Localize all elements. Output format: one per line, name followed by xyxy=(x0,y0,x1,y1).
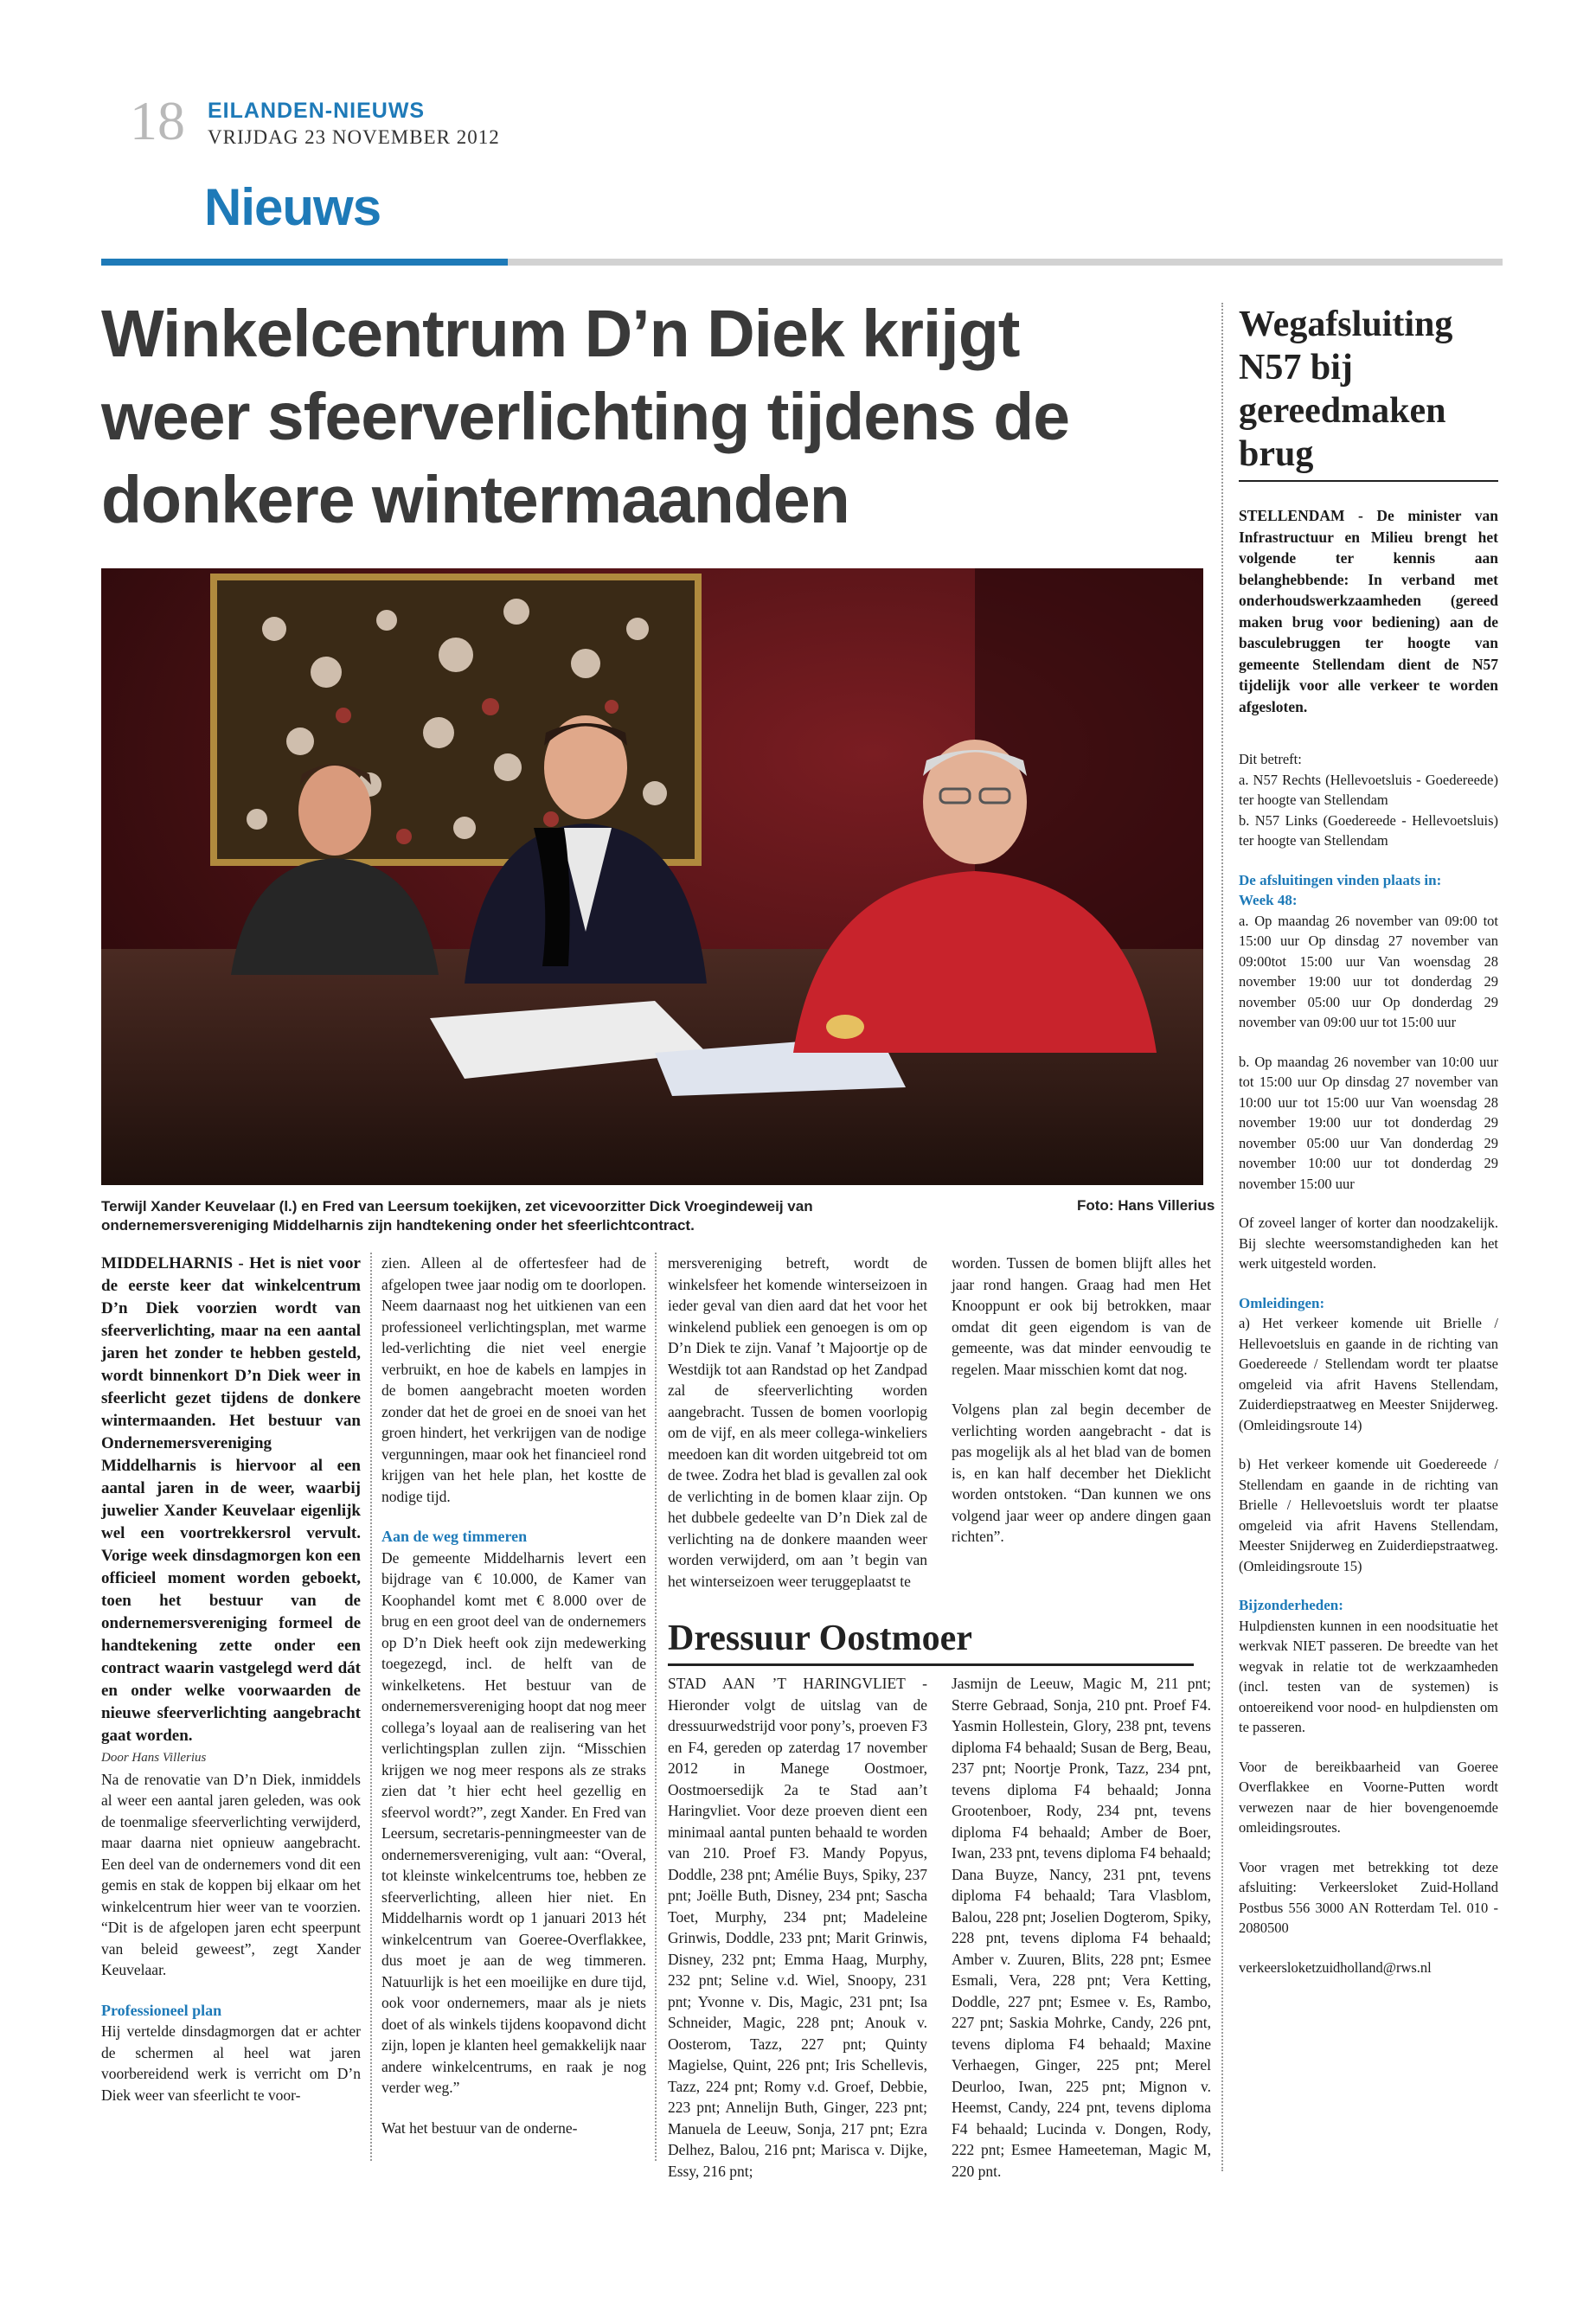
detour-heading: Omleidingen: xyxy=(1239,1294,1325,1311)
subheading: Professioneel plan xyxy=(101,2001,222,2019)
betreft-item: a. N57 Rechts (Hellevoetsluis - Goedereede) ter hoogte van Stellendam xyxy=(1239,771,1498,808)
schedule-b: b. Op maandag 26 november van 10:00 uur tot 15:00 uur Op dinsdag 27 november van 10:00 uur tot 15:00 uur Van woensdag 28 november 19:00 uur tot donderdag 29 november 05:00 uur Van donderdag 29 november 10:00 uur tot donderdag 29 november 15:00 uur xyxy=(1239,1053,1498,1192)
article-column-4 xyxy=(952,1253,1211,1548)
dressuur-title: Dressuur Oostmoer xyxy=(668,1618,972,1658)
detour-b: b) Het verkeer komende uit Goedereede / Stellendam en gaande in de richting van Brielle / Hellevoetsluis wordt ter plaatse omgeleid via afrit Havens Stellendam, Meester Snijderweg en Zuiderdiepstraatweg. (Omleidingsroute 15) xyxy=(1239,1456,1498,1574)
accessibility-text: Voor de bereikbaarheid van Goeree Overflakkee en Voorne-Putten wordt verwezen naar de hier bovengenoemde omleidingsroutes. xyxy=(1239,1758,1498,1836)
sidebar-body xyxy=(1239,749,1498,1977)
newspaper-name: EILANDEN-NIEUWS xyxy=(208,99,426,123)
details-heading: Bijzonderheden: xyxy=(1239,1597,1343,1613)
article-paragraph: worden. Tussen de bomen blijft alles het jaar rond hangen. Graag had men Het Knooppunt er ook bij betrokken, maar omdat dit geen eigendom is van de gemeente, was dat minder eenvoudig te regelen. Maar misschien komt dat nog. xyxy=(952,1254,1211,1378)
sidebar-title: Wegafsluiting N57 bij gereedmaken brug xyxy=(1239,304,1453,474)
details-text: Hulpdiensten kunnen in een noodsituatie het werkvak NIET passeren. De breedte van het wegvak in relatie tot de werkzaamheden (incl. testen van de systemen) is ontoereikend voor nood- en hulpdiensten om te passeren. xyxy=(1239,1617,1498,1735)
subheading: Aan de weg timmeren xyxy=(381,1528,528,1545)
article-paragraph: Volgens plan zal begin december de verlichting worden aangebracht - dat is pas mogelijk als al het blad van de bomen is, en kan half december het Dieklicht worden ontstoken. “Dan kunnen we ons volgend jaar weer op andere dingen gaan richten”. xyxy=(952,1400,1211,1545)
duration-note: Of zoveel langer of korter dan noodzakelijk. Bij slechte weersomstandigheden kan het werk uitgesteld worden. xyxy=(1239,1215,1498,1272)
article-column-3 xyxy=(668,1253,927,1592)
section-title: Nieuws xyxy=(204,178,381,236)
betreft-label: Dit betreft: xyxy=(1239,751,1302,767)
contact-text: Voor vragen met betrekking tot deze afsluiting: Verkeersloket Zuid-Holland Postbus 556 3000 AN Rotterdam Tel. 010 - 2080500 xyxy=(1239,1858,1498,1936)
photo-caption: Terwijl Xander Keuvelaar (l.) en Fred van Leersum toekijken, zet vicevoorzitter Dick Vroegindeweij van ondernemersvereniging Middelharnis zijn handtekening onder het sfeerlichtcontract. xyxy=(101,1198,813,1234)
article-paragraph: Na de renovatie van D’n Diek, inmiddels al weer een aantal jaren geleden, was ook de toenmalige sfeerverlichting verwijderd, maar daarna niet opnieuw aangebracht. Een deel van de ondernemers vond dit een gemis en stak de koppen bij elkaar om het winkelcentrum hier weer van te voorzien. “Dit is de afgelopen jaren echt speerpunt van beleid geweest”, zegt Xander Keuvelaar. xyxy=(101,1770,361,1978)
dressuur-column-2: Jasmijn de Leeuw, Magic M, 211 pnt; Sterre Gebraad, Sonja, 210 pnt. Proef F4. Yasmin Hollestein, Glory, 238 pnt, tevens diploma F4 behaald; Susan de Berg, Beau, 237 pnt; Noortje Pronk, Tazz, 234 pnt, tevens diploma F4 behaald; Jonna Grootenboer, Rody, 234 pnt, tevens diploma F4 behaald; Amber de Boer, Iwan, 233 pnt, tevens diploma F4 behaald; Dana Buyze, Nancy, 231 pnt, tevens diploma F4 behaald; Tara Vlasblom, Balou, 228 pnt; Joselien Dogterom, Spiky, 228 pnt, tevens diploma F4 behaald; Amber v. Zuuren, Blits, 228 pnt; Esmee Esmali, Vera, 228 pnt; Vera Ketting, Doddle, 227 pnt; Esmee v. Es, Rambo, 227 pnt; Saskia Mohrke, Candy, 226 pnt, tevens diploma F4 behaald; Maxine Verhaegen, Ginger, 225 pnt; Merel Deurloo, Iwan, 225 pnt; Mignon v. Heemst, Candy, 224 pnt, tevens diploma F4 behaald; Lucinda v. Dongen, Rody, 222 pnt; Esmee Hameeteman, Magic M, 220 pnt. xyxy=(952,1675,1211,2180)
contact-email: verkeersloketzuidholland@rws.nl xyxy=(1239,1958,1432,1976)
photo-credit: Foto: Hans Villerius xyxy=(1077,1197,1215,1214)
schedule-a: a. Op maandag 26 november van 09:00 tot 15:00 uur Op dinsdag 27 november van 09:00tot 15:00 uur Van woensdag 28 november 19:00 uur tot donderdag 29 november 05:00 uur Op donderdag 29 november van 09:00 uur tot 15:00 uur xyxy=(1239,912,1498,1030)
column-divider xyxy=(370,1253,372,2161)
sidebar-rule xyxy=(1239,480,1498,482)
column-divider xyxy=(655,1253,657,2161)
photo-illustration xyxy=(101,568,1203,1185)
article-paragraph: Hij vertelde dinsdagmorgen dat er achter de schermen al heel wat jaren voorbereidend werk is verricht om D’n Diek weer van sfeerlicht te voor- xyxy=(101,2022,361,2104)
article-paragraph: mersvereniging betreft, wordt de winkelsfeer het komende winterseizoen in ieder geval van dien aard dat het voor het winkelend publiek een genoegen is om op D’n Diek te zijn. Vanaf ’t Majoortje op de Westdijk tot aan Randstad op het Zandpad zal de sfeerverlichting worden aangebracht. Tussen de bomen voorlopig om de vijf, en als meer collega-winkeliers meedoen kan dit worden uitgebreid tot om de twee. Zodra het blad is gevallen zal ook de verlichting in de bomen klaar zijn. Op het dubbele gedeelte van D’n Diek zal de verlichting na de donkere maanden weer worden verwijderd, om aan ’t begin van het winterseizoen weer teruggeplaatst te xyxy=(668,1254,927,1590)
sidebar-divider xyxy=(1221,303,1223,2171)
article-paragraph: zien. Alleen al de offertesfeer had de afgelopen twee jaar nodig om te doorlopen. Neem daarnaast nog het uitkienen van een professioneel verlichtingsplan, met warme led-verlichting die niet veel energie verbruikt, en hoe de kabels en lampjes in de bomen aangebracht moeten worden zonder dat het de groei en de snoei van het groen hindert, het verkrijgen van de nodige vergunningen, maar ook het financieel rond krijgen van het hele plan, het kostte de nodige tijd. xyxy=(381,1254,646,1505)
page-number: 18 xyxy=(130,90,185,151)
schedule-heading: De afsluitingen vinden plaats in: xyxy=(1239,871,1442,888)
article-headline: Winkelcentrum D’n Diek krijgt weer sfeerverlichting tijdens de donkere wintermaanden xyxy=(101,297,1070,537)
dressuur-column-1: STAD AAN ’T HARINGVLIET - Hieronder volgt de uitslag van de dressuurwedstrijd voor pony’s, proeven F3 en F4, gereden op zaterdag 17 november 2012 in Manege Oostmoer, Oostmoersedijk 2a te Stad aan’t Haringvliet. Voor deze proeven dient een minimaal aantal punten behaald te worden van 210. Proef F3. Mandy Popyus, Doddle, 238 pnt; Amélie Buys, Spiky, 237 pnt; Joëlle Buth, Disney, 234 pnt; Sascha Toet, Murphy, 234 pnt; Madeleine Grinwis, Doddle, 233 pnt; Marit Grinwis, Disney, 232 pnt; Emma Haag, Murphy, 232 pnt; Seline v.d. Wiel, Snoopy, 231 pnt; Yvonne v. Dis, Magic, 231 pnt; Isa Schneider, Magic, 228 pnt; Anouk v. Oosterom, Tazz, 227 pnt; Quinty Magielse, Quint, 226 pnt; Iris Schellevis, Tazz, 224 pnt; Romy v.d. Groef, Debbie, 223 pnt; Annelijn Buth, Ginger, 223 pnt; Manuela de Leeuw, Sonja, 217 pnt; Ezra Delhez, Balou, 216 pnt; Marisca v. Dijke, Essy, 216 pnt; xyxy=(668,1675,927,2180)
article-paragraph: Wat het bestuur van de onderne- xyxy=(381,2118,578,2137)
betreft-item: b. N57 Links (Goedereede - Hellevoetsluis) ter hoogte van Stellendam xyxy=(1239,811,1498,849)
article-column-1 xyxy=(101,1253,361,2106)
sidebar-lead: STELLENDAM - De minister van Infrastructuur en Milieu brengt het volgende ter kennis aan belanghebbende: In verband met onderhoudswerkzaamheden (gereed maken brug voor bediening) aan de basculebruggen ter hoogte van gemeente Stellendam dient de N57 tijdelijk voor alle verkeer te worden afgesloten. xyxy=(1239,507,1498,715)
article-lead: MIDDELHARNIS - Het is niet voor de eerste keer dat winkelcentrum D’n Diek voorzien wordt van sfeerverlichting, maar na een aantal jaren het zonder te hebben gesteld, wordt binnenkort D’n Diek weer in sfeerlicht gezet tijdens de donkere wintermaanden. Het bestuur van Ondernemersvereniging Middelharnis is hiervoor al een aantal jaren in de weer, waarbij juwelier Xander Keuvelaar eigenlijk wel een voortrekkersrol vervult. Vorige week dinsdagmorgen kon een officieel moment worden geboekt, toen het bestuur van de ondernemersvereniging formeel de handtekening zette onder een contract waarin vastgelegd werd dát en onder welke voorwaarden de nieuwe sfeerverlichting aangebracht gaat worden. xyxy=(101,1254,361,1745)
article-photo xyxy=(101,568,1203,1185)
detour-a: a) Het verkeer komende uit Brielle / Hellevoetsluis en gaande in de richting van Goedereede / Stellendam wordt ter plaatse omgeleid via afrit Havens Stellendam, Zuiderdiepstraatweg en Meester Snijderweg. (Omleidingsroute 14) xyxy=(1239,1315,1498,1433)
section-rule xyxy=(508,259,1503,266)
article-paragraph: De gemeente Middelharnis levert een bijdrage van € 10.000, de Kamer van Koophandel komt met € 8.000 over de brug en een groot deel van de ondernemers op D’n Diek heeft ook zijn medewerking toegezegd, incl. de helft van de winkelketens. Het bestuur van de ondernemersvereniging hoopt dat nog meer collega’s loyaal aan de realisering van het verlichtingsplan zullen zijn. “Misschien krijgen we nog meer respons als ze straks zien dat ’t hier echt heel gezellig en sfeervol wordt?”, zegt Xander. En Fred van Leersum, secretaris-penningmeester van de ondernemersvereniging, vult aan: “Overal, tot kleinste winkelcentrums toe, hebben ze sfeerverlichting, alleen hier niet. En Middelharnis wordt op 1 januari 2013 hét winkelcentrum van Goeree-Overflakkee, dus moet je aan de weg timmeren. Natuurlijk is het een moeilijke en dure tijd, ook voor ondernemers, maar als je niets doet of als winkels tijdens koopavond dicht zijn, lopen je klanten heel gemakkelijk naar andere winkelcentrums, en raak je nog verder weg.” xyxy=(381,1548,646,2096)
byline: Door Hans Villerius xyxy=(101,1751,207,1765)
section-rule-accent xyxy=(101,259,508,266)
article-column-2 xyxy=(381,1253,646,2138)
issue-date: VRIJDAG 23 NOVEMBER 2012 xyxy=(208,126,500,148)
dressuur-rule xyxy=(668,1663,1194,1666)
week-heading: Week 48: xyxy=(1239,892,1298,908)
